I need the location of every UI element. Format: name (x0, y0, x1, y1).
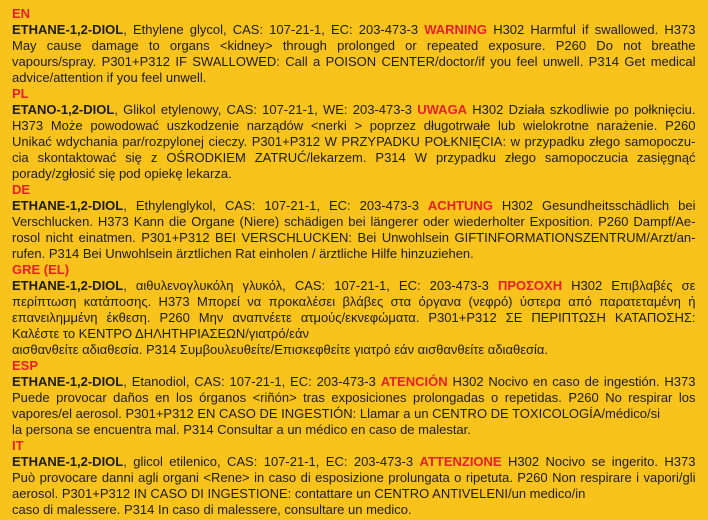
signal-word: ACHTUNG (427, 198, 493, 213)
text-line (12, 374, 696, 390)
text-line (12, 118, 696, 134)
text-line (12, 454, 696, 470)
text-line (12, 406, 696, 422)
signal-word: UWAGA (417, 102, 468, 117)
text-line (12, 342, 696, 358)
text-run: H302 Gesundheitsschädlich bei (492, 198, 696, 213)
language-code: EN (12, 6, 31, 21)
language-code: ESP (12, 358, 39, 373)
text-run: advice/attention if you feel unwell. (12, 70, 207, 85)
language-section-gre-el (12, 262, 696, 358)
text-line (12, 246, 696, 262)
text-line (12, 294, 696, 310)
text-run: Può provocare danni agli organi <Rene> in caso di esposizione prolungata o ripetuta. P260 Non respirare i vapori/gli (12, 470, 696, 485)
text-line (12, 326, 696, 342)
text-line (12, 470, 696, 486)
text-run: cia skontaktować się z OŚRODKIEM ZATRUĆ/lekarzem. P314 W przypadku złego samopoczucia zasięgnąć (12, 150, 696, 165)
text-run: Puede provocar daños en los órganos <riñón> tras exposiciones prolongadas o repetidas. P260 No respirar los (12, 390, 696, 405)
signal-word: WARNING (424, 22, 488, 37)
language-code: IT (12, 438, 24, 453)
text-run: vapours/spray. P301+P312 IF SWALLOWED: Call a POISON CENTER/doctor/if you feel unwell. P314 Get medical (12, 54, 696, 69)
language-code: PL (12, 86, 29, 101)
text-run: περίπτωση κατάποσης. H373 Μπορεί να προκαλέσει βλάβες στα όργανα (νεφρό) ύστερα από παρατεταμένη ή (12, 294, 696, 309)
text-run: rosol nicht einatmen. P301+P312 BEI VERSCHLUCKEN: Bei Unwohlsein GIFTINFORMATIONSZENTRUM/Arzt/an- (12, 230, 696, 245)
language-code: GRE (EL) (12, 262, 70, 277)
text-run: , Glikol etylenowy, CAS: 107-21-1, WE: 203-473-3 (114, 102, 418, 117)
language-section-esp (12, 358, 696, 438)
text-line (12, 38, 696, 54)
text-run: H302 Nocivo se ingerito. H373 (501, 454, 696, 469)
text-line (12, 70, 696, 86)
text-line (12, 134, 696, 150)
substance-name: ETHANE-1,2-DIOL (12, 198, 124, 213)
text-run: επανειλημμένη έκθεση. P260 Μην αναπνέετε ατμούς/εκνεφώματα. P301+P312 ΣΕ ΠΕΡΙΠΤΩΣΗ ΚΑΤΑΠΟΣΗΣ: (12, 310, 696, 325)
text-run: Unikać wdychania par/rozpylonej cieczy. P301+P312 W PRZYPADKU POŁKNIĘCIA: w przypadku złego samopoczu- (12, 134, 696, 149)
substance-name: ETHANE-1,2-DIOL (12, 22, 124, 37)
text-line (12, 198, 696, 214)
language-section-it (12, 438, 696, 518)
text-run: H302 Harmful if swallowed. H373 (487, 22, 696, 37)
signal-word: ΠΡΟΣΟΧΗ (497, 278, 563, 293)
text-run: , Ethylenglykol, CAS: 107-21-1, EC: 203-473-3 (123, 198, 428, 213)
text-run: , Ethylene glycol, CAS: 107-21-1, EC: 203-473-3 (123, 22, 425, 37)
text-run: la persona se encuentra mal. P314 Consultar a un médico en caso de malestar. (12, 422, 471, 437)
text-line (12, 22, 696, 38)
language-code: DE (12, 182, 31, 197)
text-run: May cause damage to organs <kidney> through prolonged or repeated exposure. P260 Do not breathe (12, 38, 696, 53)
text-line (12, 166, 696, 182)
text-run: Καλέστε το ΚΕΝΤΡΟ ΔΗΛΗΤΗΡΙΑΣΕΩΝ/γιατρό/εάν (12, 326, 309, 341)
text-line (12, 310, 696, 326)
text-line (12, 278, 696, 294)
text-run: Verschlucken. H373 Kann die Organe (Niere) schädigen bei längerer oder wiederholter Exposition. P260 Dampf/Ae- (12, 214, 696, 229)
language-section-de (12, 182, 696, 262)
text-line (12, 214, 696, 230)
text-line (12, 54, 696, 70)
text-run: H302 Επιβλαβές σε (562, 278, 696, 293)
substance-name: ETHANE-1,2-DIOL (12, 454, 124, 469)
text-run: αισθανθείτε αδιαθεσία. P314 Συμβουλευθείτε/Επισκεφθείτε γιατρό εάν αισθανθείτε αδιαθεσία. (12, 342, 549, 357)
text-run: , glicol etilenico, CAS: 107-21-1, EC: 203-473-3 (123, 454, 420, 469)
language-section-pl (12, 86, 696, 182)
substance-name: ETHANE-1,2-DIOL (12, 374, 124, 389)
text-line (12, 150, 696, 166)
language-section-en (12, 6, 696, 86)
text-line (12, 230, 696, 246)
text-line (12, 390, 696, 406)
text-run: H373 Może powodować uszkodzenie narządów <nerki > poprzez długotrwałe lub wielokrotne narażenie. P260 (12, 118, 696, 133)
text-run: aerosol. P301+P312 IN CASO DI INGESTIONE: contattare un CENTRO ANTIVELENI/un medico/in (12, 486, 586, 501)
substance-name: ETANO-1,2-DIOL (12, 102, 115, 117)
text-run: porady/zgłosić się pod opiekę lekarza. (12, 166, 232, 181)
text-line (12, 486, 696, 502)
text-run: caso di malessere. P314 In caso di malessere, consultare un medico. (12, 502, 412, 517)
text-line (12, 422, 696, 438)
substance-name: ETHANE-1,2-DIOL (12, 278, 124, 293)
text-line (12, 102, 696, 118)
text-run: H302 Nocivo en caso de ingestión. H373 (447, 374, 696, 389)
signal-word: ATTENZIONE (419, 454, 502, 469)
text-run: vapores/el aerosol. P301+P312 EN CASO DE INGESTIÓN: Llamar a un CENTRO DE TOXICOLOGÍA/médico/si (12, 406, 660, 421)
text-run: , αιθυλενογλυκόλη γλυκόλ, CAS: 107-21-1, EC: 203-473-3 (123, 278, 498, 293)
text-run: H302 Działa szkodliwie po połknięciu. (467, 102, 696, 117)
text-run: rufen. P314 Bei Unwohlsein ärztlichen Rat einholen / ärztliche Hilfe hinzuziehen. (12, 246, 474, 261)
text-line (12, 502, 696, 518)
text-run: , Etanodiol, CAS: 107-21-1, EC: 203-473-3 (123, 374, 381, 389)
signal-word: ATENCIÓN (380, 374, 448, 389)
